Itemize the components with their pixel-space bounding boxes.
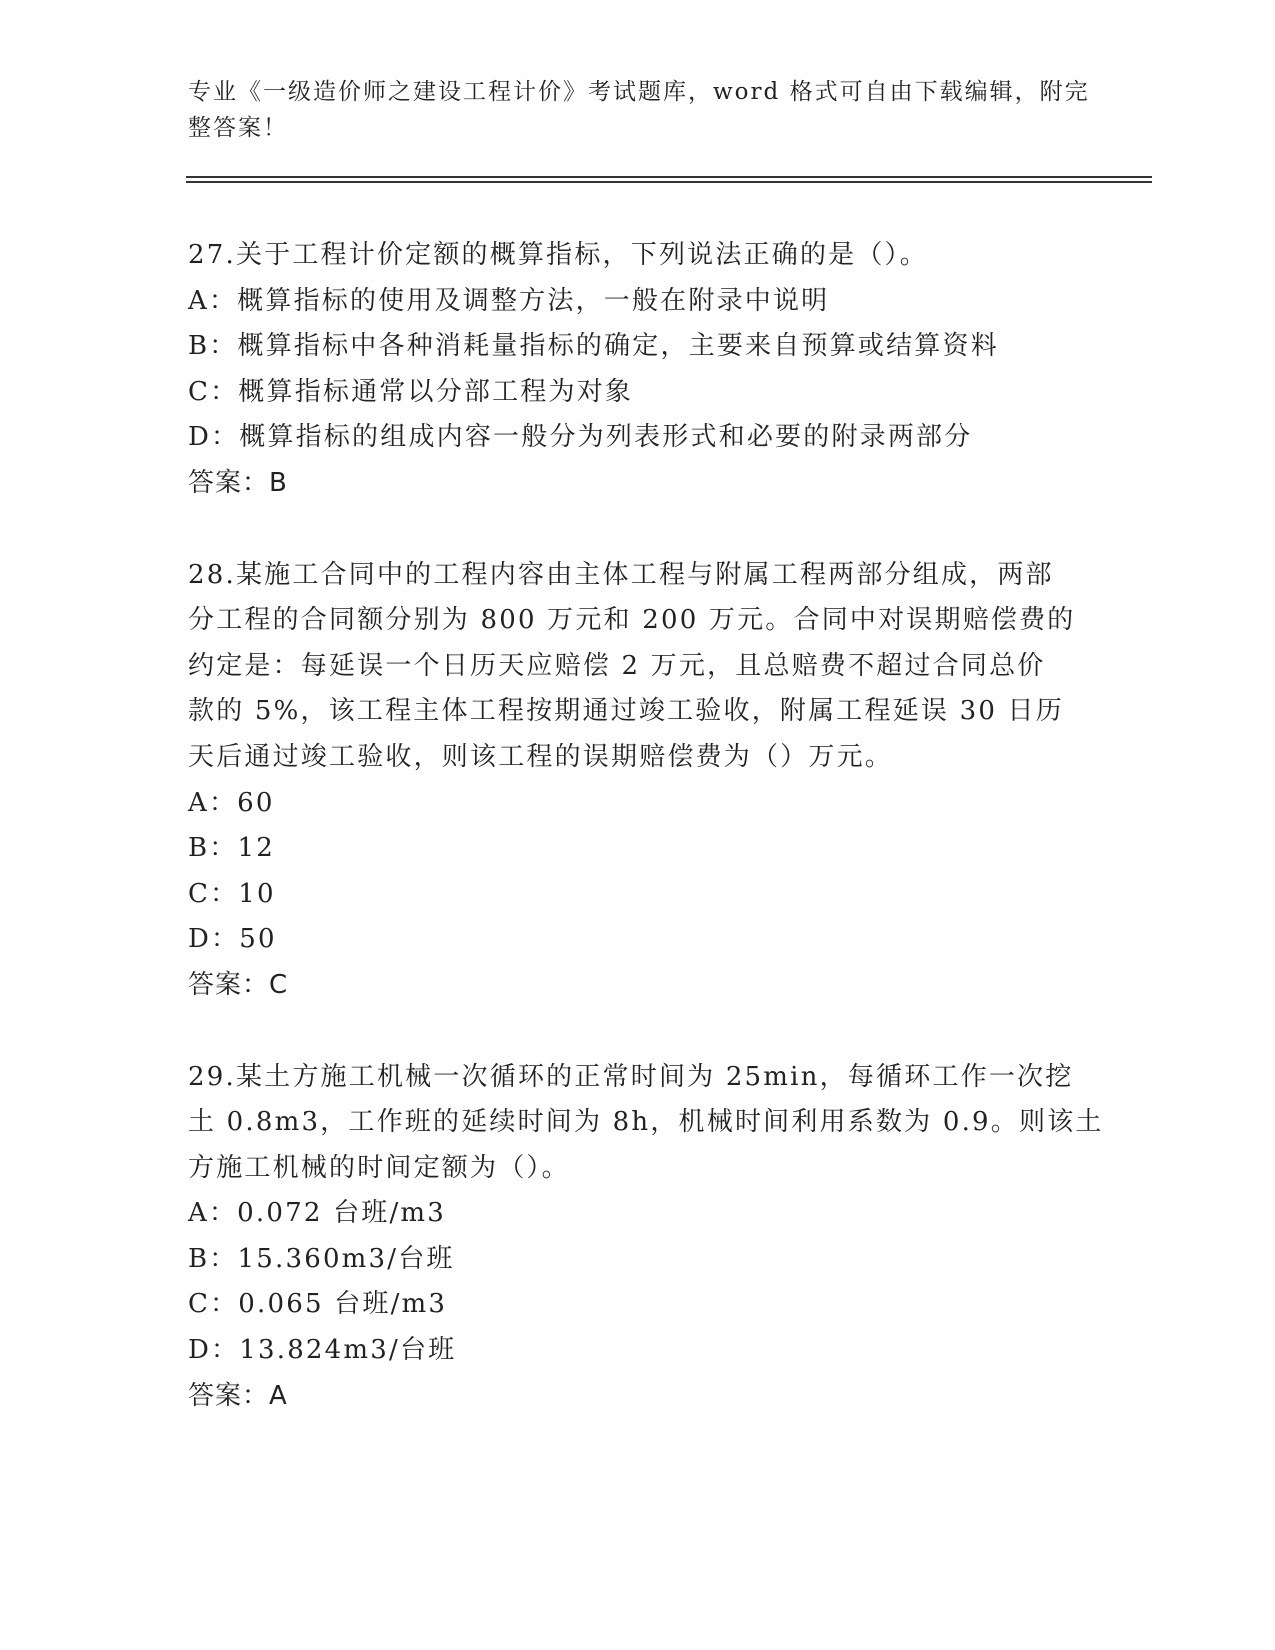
question-stem: 29.某土方施工机械一次循环的正常时间为 25min，每循环工作一次挖 (188, 1061, 1074, 1092)
option-d: D：13.824m3/台班 (188, 1335, 457, 1366)
question-spacer (188, 1009, 1088, 1055)
question-stem: 方施工机械的时间定额为（）。 (188, 1152, 570, 1183)
answer-label: 答案：B (188, 467, 288, 498)
question-stem: 款的 5%，该工程主体工程按期通过竣工验收，附属工程延误 30 日历 (188, 696, 1064, 727)
option-a: A：概算指标的使用及调整方法，一般在附录中说明 (188, 285, 830, 316)
question-stem: 土 0.8m3，工作班的延续时间为 8h，机械时间利用系数为 0.9。则该土 (188, 1107, 1104, 1138)
header-divider-bottom (186, 181, 1152, 183)
question-stem: 天后通过竣工验收，则该工程的误期赔偿费为（）万元。 (188, 741, 894, 772)
option-b: B：15.360m3/台班 (188, 1243, 455, 1274)
answer-label: 答案：C (188, 969, 289, 1000)
question-29 (188, 1055, 1104, 1420)
option-c: C：0.065 台班/m3 (188, 1289, 448, 1320)
option-a: A：0.072 台班/m3 (188, 1198, 447, 1229)
header-divider-top (186, 176, 1152, 178)
option-a: A：60 (188, 787, 275, 818)
question-list (188, 233, 1104, 1419)
option-b: B：12 (188, 833, 275, 864)
document-header (188, 74, 1090, 146)
header-line: 专业《一级造价师之建设工程计价》考试题库，word 格式可自由下载编辑，附完 (188, 79, 1090, 105)
option-b: B：概算指标中各种消耗量指标的确定，主要来自预算或结算资料 (188, 331, 999, 362)
question-27 (188, 233, 1088, 507)
question-28 (188, 553, 1088, 1009)
question-stem: 27.关于工程计价定额的概算指标，下列说法正确的是（）。 (188, 240, 928, 270)
option-c: C：10 (188, 878, 276, 909)
option-d: D：50 (188, 924, 277, 955)
question-stem: 28.某施工合同中的工程内容由主体工程与附属工程两部分组成，两部 (188, 559, 1054, 590)
header-line: 整答案！ (188, 115, 288, 141)
option-d: D：概算指标的组成内容一般分为列表形式和必要的附录两部分 (188, 422, 973, 453)
option-c: C：概算指标通常以分部工程为对象 (188, 376, 634, 407)
question-stem: 约定是：每延误一个日历天应赔偿 2 万元，且总赔费不超过合同总价 (188, 650, 1046, 681)
question-spacer (188, 507, 1088, 553)
answer-label: 答案：A (188, 1380, 288, 1411)
question-stem: 分工程的合同额分别为 800 万元和 200 万元。合同中对误期赔偿费的 (188, 605, 1076, 636)
